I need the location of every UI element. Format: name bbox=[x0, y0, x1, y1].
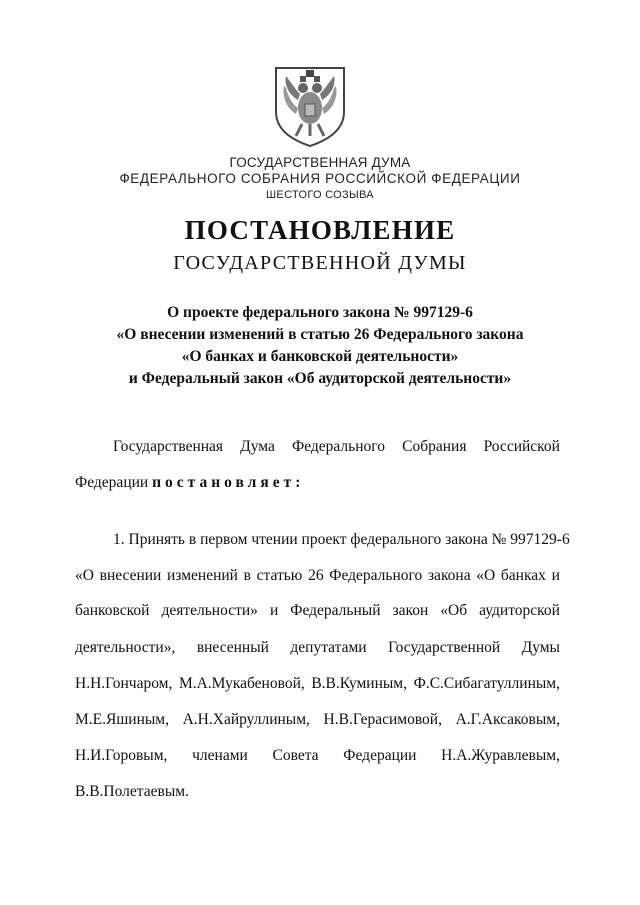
preamble-line-1 bbox=[113, 438, 560, 460]
word: деятельности» bbox=[161, 602, 258, 619]
word: Государственной bbox=[388, 639, 501, 656]
word: Федерации bbox=[343, 747, 417, 764]
item1-line-3 bbox=[75, 602, 560, 624]
word: закона bbox=[427, 567, 471, 584]
word: Н.Н.Гончаром, bbox=[75, 675, 173, 692]
word: «О bbox=[476, 567, 496, 584]
word: членами bbox=[192, 747, 248, 764]
word: М.Е.Яшиным, bbox=[75, 711, 169, 728]
word: «О bbox=[75, 567, 94, 584]
header-line-1: ГОСУДАРСТВЕННАЯ ДУМА bbox=[229, 155, 411, 170]
word: Российской bbox=[483, 438, 560, 455]
word: статью bbox=[256, 567, 303, 584]
word: В.В.Куминым, bbox=[311, 675, 407, 692]
word: Н.В.Герасимовой, bbox=[323, 711, 442, 728]
word: изменений bbox=[167, 567, 238, 584]
word: внесении bbox=[99, 567, 162, 584]
word: аудиторской bbox=[479, 602, 560, 619]
word: А.Г.Аксаковым, bbox=[455, 711, 560, 728]
word: Дума bbox=[240, 438, 275, 455]
word: 26 bbox=[308, 567, 324, 584]
word: внесенный bbox=[196, 639, 269, 656]
word: Ф.С.Сибагатуллиным, bbox=[413, 675, 560, 692]
word: Совета bbox=[272, 747, 319, 764]
word: депутатами bbox=[290, 639, 367, 656]
word: Н.И.Горовым, bbox=[75, 747, 168, 764]
preamble-resolves: постановляет: bbox=[152, 474, 305, 491]
document-subtitle: ГОСУДАРСТВЕННОЙ ДУМЫ bbox=[173, 252, 467, 274]
subject-line-3: «О банках и банковской деятельности» bbox=[181, 348, 459, 365]
word: банках bbox=[500, 567, 546, 584]
coat-of-arms-emblem bbox=[272, 64, 348, 148]
word: в bbox=[243, 567, 251, 584]
item1-line-5 bbox=[75, 675, 560, 697]
word: Федерального bbox=[291, 438, 386, 455]
subject-line-4: и Федеральный закон «Об аудиторской деятельности» bbox=[128, 370, 512, 387]
word: Н.А.Журавлевым, bbox=[441, 747, 560, 764]
word: и bbox=[551, 567, 560, 584]
item1-line-2 bbox=[75, 567, 560, 589]
item1-line-7 bbox=[75, 747, 560, 769]
word: М.А.Мукабеновой, bbox=[178, 675, 305, 692]
word: А.Н.Хайруллиным, bbox=[182, 711, 310, 728]
preamble-federation: Федерации bbox=[75, 474, 153, 491]
word: и bbox=[269, 602, 279, 619]
preamble-line-2 bbox=[75, 474, 560, 496]
item1-line-4 bbox=[75, 639, 560, 661]
item1-line-1: 1. Принять в первом чтении проект федерального закона № 997129-6 bbox=[113, 531, 570, 548]
word: Федеральный bbox=[290, 602, 381, 619]
item1-line-6 bbox=[75, 711, 560, 733]
header-line-3: ШЕСТОГО СОЗЫВА bbox=[266, 189, 374, 201]
word: деятельности», bbox=[75, 639, 176, 656]
document-title: ПОСТАНОВЛЕНИЕ bbox=[184, 215, 456, 245]
subject-line-1: О проекте федерального закона № 997129-6 bbox=[167, 304, 473, 321]
word: банковской bbox=[75, 602, 150, 619]
word: Думы bbox=[521, 639, 560, 656]
word: Федерального bbox=[329, 567, 423, 584]
word: закон bbox=[392, 602, 429, 619]
item1-line-8: В.В.Полетаевым. bbox=[75, 783, 189, 800]
word: «Об bbox=[440, 602, 468, 619]
subject-line-2: «О внесении изменений в статью 26 Федерального закона bbox=[116, 326, 524, 343]
word: Государственная bbox=[113, 438, 224, 455]
word: Собрания bbox=[402, 438, 467, 455]
header-line-2: ФЕДЕРАЛЬНОГО СОБРАНИЯ РОССИЙСКОЙ ФЕДЕРАЦИИ bbox=[119, 171, 521, 186]
